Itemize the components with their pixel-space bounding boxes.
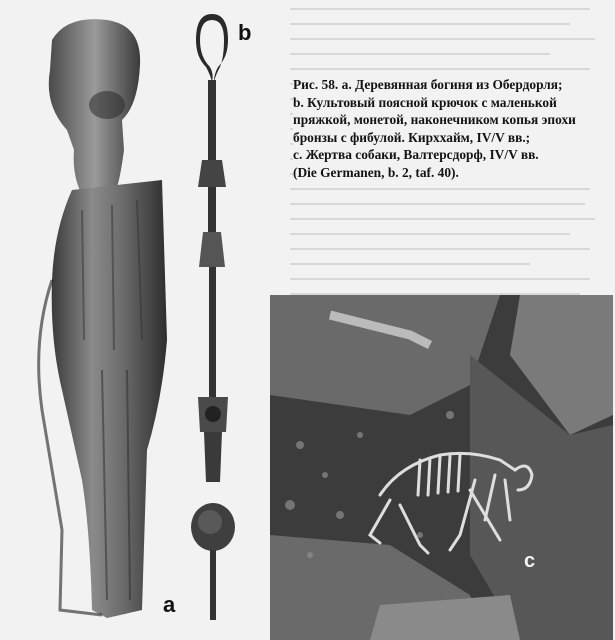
- wooden-goddess-photo: [12, 10, 174, 625]
- caption-line: (Die Germanen, b. 2, taf. 40).: [293, 164, 459, 180]
- caption-line: бронзы с фибулой. Кирххайм, IV/V вв.;: [293, 129, 531, 145]
- figure-label-c: c: [524, 550, 536, 572]
- caption-line: пряжкой, монетой, наконечником копья эпохи: [293, 112, 576, 127]
- figure-label-a: a: [163, 592, 176, 617]
- figure-caption: [293, 76, 611, 181]
- dog-sacrifice-photo: [270, 295, 613, 640]
- caption-line: b. Культовый поясной крючок с маленькой: [293, 94, 557, 110]
- caption-line: c. Жертва собаки, Валтерсдорф, IV/V вв.: [293, 147, 539, 162]
- figure-label-b: b: [238, 20, 252, 45]
- caption-line: Рис. 58. a. Деревянная богиня из Обердорля;: [293, 77, 563, 92]
- belt-hook-photo: [170, 12, 260, 632]
